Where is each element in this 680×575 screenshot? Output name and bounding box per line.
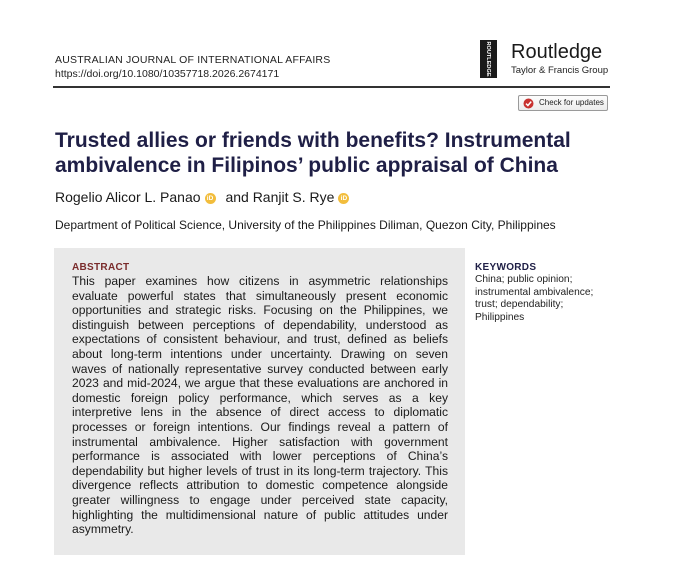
orcid-icon[interactable]: iD [205, 193, 216, 204]
publisher-name: Routledge [511, 41, 603, 63]
abstract-text: This paper examines how citizens in asymmetric relationships evaluate powerful states that simultaneously present economic opportunities and strategic risks. Focusing on the Philippines, we distinguish between perceptions of dependability, understood as expectations of consistent behaviour, and trust, defined as beliefs about long-term intentions under uncertainty. Drawing on seven waves of nationally representative survey conducted between early 2023 and mid-2024, we argue that these evaluations are anchored in domestic foreign policy performance, which serves as a key interpretive lens in the absence of direct access to diplomatic processes or foreign intentions. Our findings reveal a pattern of instrumental ambivalence. Higher satisfaction with government performance is associated with lower perceptions of China’s dependability but higher levels of trust in its long-term trajectory. This divergence reflects attribution to domestic competence alongside greater willingness to engage under perceived state capacity, highlighting the multidimensional nature of public attitudes under asymmetry. [72, 274, 448, 537]
doi-link[interactable]: https://doi.org/10.1080/10357718.2026.2674171 [55, 68, 280, 80]
header-divider [53, 86, 610, 88]
journal-name: AUSTRALIAN JOURNAL OF INTERNATIONAL AFFAIRS [55, 54, 331, 66]
check-updates-label: Check for updates [539, 98, 604, 107]
keywords-heading: KEYWORDS [475, 262, 537, 273]
keywords-list: China; public opinion; instrumental ambivalence; trust; dependability; Philippines [475, 274, 594, 323]
check-updates-icon [523, 98, 534, 109]
abstract-panel [54, 248, 465, 555]
authors-joiner: and [225, 189, 249, 205]
routledge-mark-icon [480, 40, 497, 78]
author-name[interactable]: Rogelio Alicor L. Panao [55, 189, 201, 205]
publisher-subtitle: Taylor & Francis Group [511, 65, 609, 76]
check-for-updates-button[interactable] [518, 95, 608, 111]
routledge-mark-text: ROUTLEDGE [485, 41, 492, 77]
author-list [55, 189, 355, 205]
keywords-panel [475, 262, 615, 324]
abstract-heading: ABSTRACT [72, 262, 130, 273]
affiliation: Department of Political Science, University of the Philippines Diliman, Quezon City, Philippines [55, 218, 556, 232]
article-title: Trusted allies or friends with benefits? Instrumental ambivalence in Filipinos’ public appraisal of China [55, 129, 571, 177]
publisher-logo [480, 40, 615, 80]
orcid-icon[interactable]: iD [338, 193, 349, 204]
author-name[interactable]: Ranjit S. Rye [252, 189, 335, 205]
